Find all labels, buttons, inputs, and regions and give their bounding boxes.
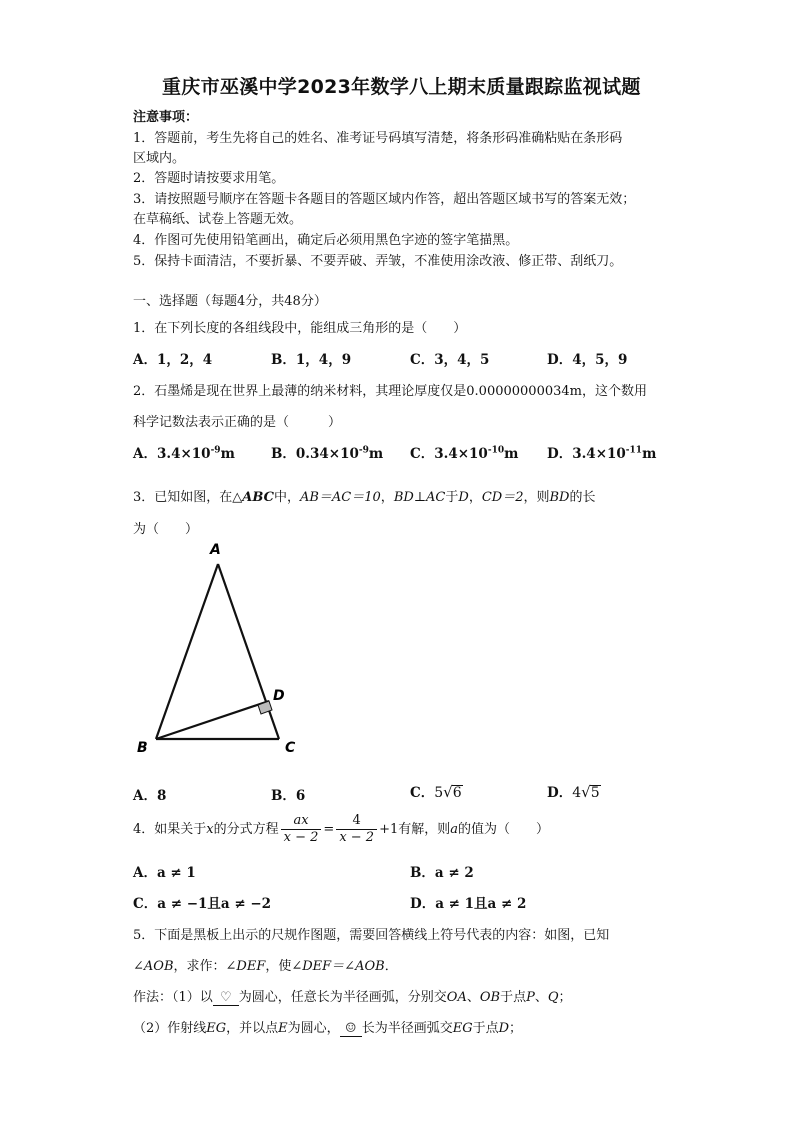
q2-option-a: A．$3.4\times 10^{-9}m$ xyxy=(133,445,235,462)
question-4-stem: 4．如果关于x的分式方程 $\frac{ax}{x - 2}$ = $\frac{4}{x - 2}$ +1有解，则a的值为（ ） xyxy=(133,813,550,845)
question-3-stem-line2: 为（ ） xyxy=(133,522,199,537)
q4-option-a: A．a ≠ 1 xyxy=(133,865,196,881)
notice-heading: 注意事项： xyxy=(133,110,199,125)
q4-option-c: C．a ≠ −1且a ≠ −2 xyxy=(133,896,272,912)
q2-option-d: D．$3.4\times 10^{-11}m$ xyxy=(547,445,657,462)
heart-blank xyxy=(213,990,239,1006)
q1-option-d: D．4，5，9 xyxy=(547,352,628,368)
notice-item: 4．作图可先使用铅笔画出，确定后必须用黑色字迹的签字笔描黑。 xyxy=(133,233,519,248)
q3-option-c: C．5√6 xyxy=(410,783,462,801)
question-3-stem: 3．已知如图，在△ABC中，AB＝AC＝10，BD⊥AC于D，CD＝2，则BD的长 xyxy=(133,490,596,505)
q3-option-b: B．6 xyxy=(271,788,306,804)
notice-item: 在草稿纸、试卷上答题无效。 xyxy=(133,212,303,227)
q1-option-c: C．3，4，5 xyxy=(410,352,490,368)
smiley-blank xyxy=(340,1021,362,1037)
notice-item: 区域内。 xyxy=(133,151,186,166)
label-b: B xyxy=(137,740,148,756)
side-ab xyxy=(156,564,218,739)
label-a: A xyxy=(210,542,221,558)
section-heading: 一、选择题（每题4分，共48分） xyxy=(133,294,327,309)
label-c: C xyxy=(285,740,296,756)
notice-item: 1．答题前，考生先将自己的姓名、准考证号码填写清楚，将条形码准确粘贴在条形码 xyxy=(133,131,623,146)
q3-option-a: A．8 xyxy=(133,788,167,804)
smiley-icon: ☺ xyxy=(344,1021,357,1036)
q1-option-a: A．1，2，4 xyxy=(133,352,213,368)
page-title: 重庆市巫溪中学2023年数学八上期末质量跟踪监视试题 xyxy=(162,76,641,98)
q1-option-b: B．1，4，9 xyxy=(271,352,352,368)
question-5-line2: ∠AOB，求作：∠DEF，使∠DEF＝∠AOB． xyxy=(133,959,398,974)
question-5-line3: 作法：（1）以 ♡ 为圆心，任意长为半径画弧，分别交OA、OB于点P、Q； xyxy=(133,990,572,1005)
notice-item: 2．答题时请按要求用笔。 xyxy=(133,171,285,186)
heart-icon: ♡ xyxy=(219,990,232,1005)
question-5-stem: 5．下面是黑板上出示的尺规作图题，需要回答横线上符号代表的内容：如图，已知 xyxy=(133,928,610,943)
question-5-line4: （2）作射线EG，并以点E为圆心， ☺ 长为半径画弧交EG于点D； xyxy=(133,1021,523,1036)
q4-option-b: B．a ≠ 2 xyxy=(410,865,474,881)
label-d: D xyxy=(273,688,285,704)
side-ac xyxy=(218,564,279,739)
notice-item: 3．请按照题号顺序在答题卡各题目的答题区域内作答，超出答题区域书写的答案无效； xyxy=(133,192,636,207)
q4-option-d: D．a ≠ 1且a ≠ 2 xyxy=(410,896,527,912)
notice-item: 5．保持卡面清洁，不要折暴、不要弄破、弄皱，不准使用涂改液、修正带、刮纸刀。 xyxy=(133,254,623,269)
q2-option-c: C．$3.4\times 10^{-10}m$ xyxy=(410,445,519,462)
question-2-stem: 2．石墨烯是现在世界上最薄的纳米材料，其理论厚度仅是0.00000000034m，这个数用 xyxy=(133,384,647,399)
q3-option-d: D．4√5 xyxy=(547,783,600,801)
segment-bd xyxy=(156,701,269,739)
fraction-2: $\frac{4}{x - 2}$ xyxy=(336,813,377,846)
question-1-stem: 1．在下列长度的各组线段中，能组成三角形的是（ ） xyxy=(133,321,467,336)
q2-option-b: B．$0.34\times 10^{-9}m$ xyxy=(271,445,384,462)
question-2-stem-line2: 科学记数法表示正确的是（ ） xyxy=(133,415,342,430)
fraction-1: $\frac{ax}{x - 2}$ xyxy=(281,813,322,846)
triangle-figure xyxy=(130,538,300,760)
